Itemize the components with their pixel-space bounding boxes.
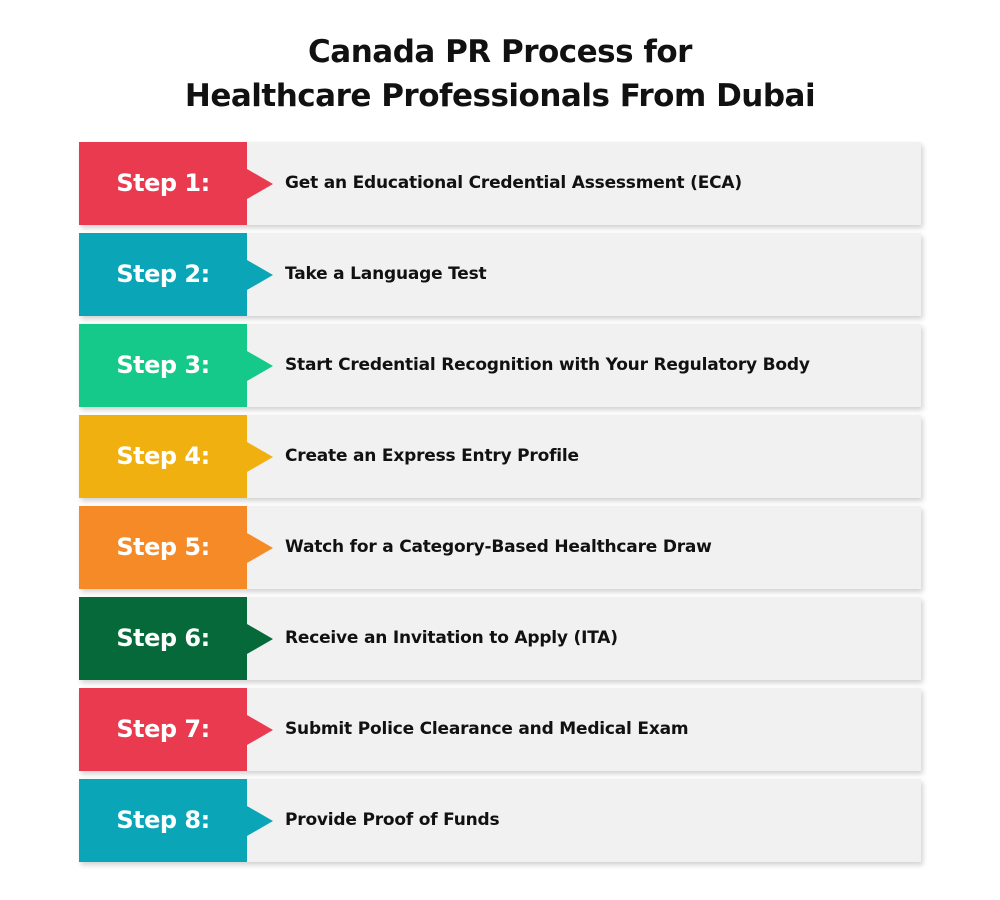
step-label: Step 7: [116,715,210,743]
arrow-pointer [247,624,273,654]
arrow-pointer [247,442,273,472]
step-description: Receive an Invitation to Apply (ITA) [285,628,618,648]
step-label-box [79,597,247,680]
steps-list [79,142,921,870]
step-label-box [79,779,247,862]
step-label: Step 6: [116,624,210,652]
arrow-pointer [247,169,273,199]
arrow-pointer [247,533,273,563]
step-label: Step 4: [116,442,210,470]
step-row-5 [79,506,921,589]
step-label-box [79,688,247,771]
step-label-box [79,506,247,589]
step-label-box [79,142,247,225]
step-label-box [79,324,247,407]
arrow-pointer [247,806,273,836]
step-row-3 [79,324,921,407]
step-label: Step 8: [116,806,210,834]
step-label: Step 2: [116,260,210,288]
step-row-6 [79,597,921,680]
step-label: Step 1: [116,169,210,197]
title-line-2: Healthcare Professionals From Dubai [184,78,816,114]
step-label-box [79,233,247,316]
step-row-1 [79,142,921,225]
step-label-box [79,415,247,498]
arrow-pointer [247,715,273,745]
step-label: Step 5: [116,533,210,561]
arrow-pointer [247,351,273,381]
arrow-pointer [247,260,273,290]
step-row-4 [79,415,921,498]
step-description: Provide Proof of Funds [285,810,500,830]
step-row-7 [79,688,921,771]
step-description: Get an Educational Credential Assessment (ECA) [285,173,742,193]
step-description: Take a Language Test [285,264,487,284]
step-description: Create an Express Entry Profile [285,446,579,466]
page-title [0,30,1000,118]
step-row-8 [79,779,921,862]
step-description: Submit Police Clearance and Medical Exam [285,719,689,739]
step-label: Step 3: [116,351,210,379]
step-description: Watch for a Category-Based Healthcare Draw [285,537,712,557]
step-description: Start Credential Recognition with Your Regulatory Body [285,355,810,375]
step-row-2 [79,233,921,316]
title-line-1: Canada PR Process for [308,34,692,70]
